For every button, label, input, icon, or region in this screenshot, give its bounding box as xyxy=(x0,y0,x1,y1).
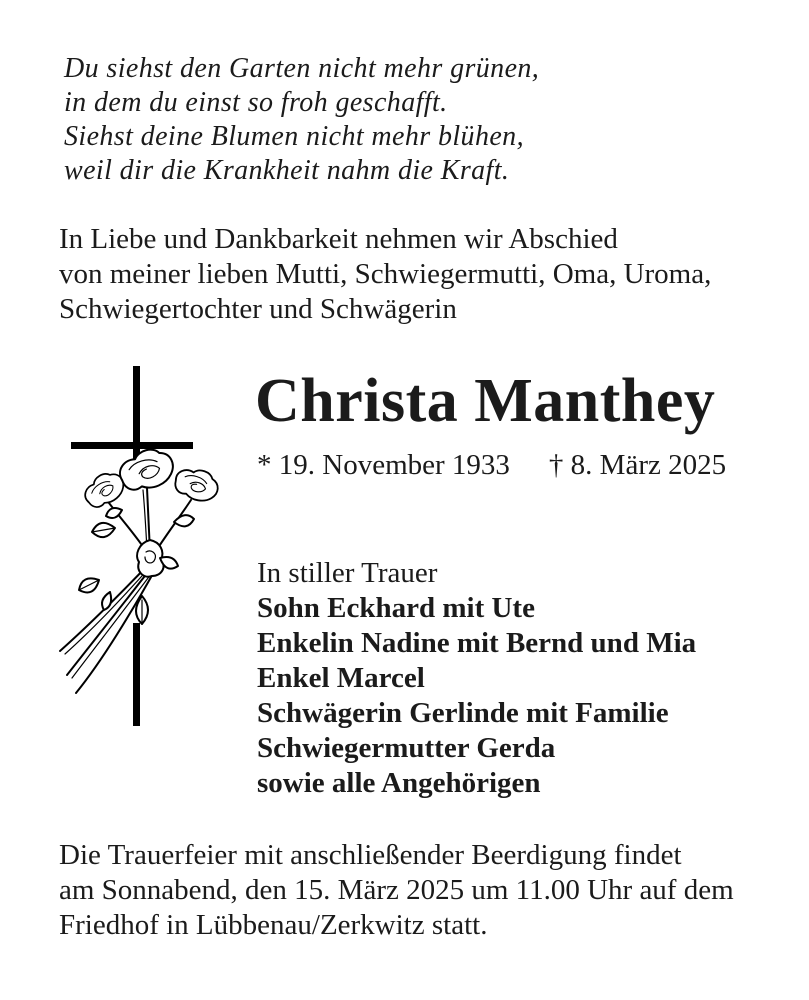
bouquet-knot xyxy=(137,540,178,577)
poem-line: weil dir die Krankheit nahm die Kraft. xyxy=(64,155,510,186)
farewell-line: Schwiegertochter und Schwägerin xyxy=(59,293,457,325)
mourners-list xyxy=(257,556,696,801)
funeral-line: Friedhof in Lübbenau/Zerkwitz statt. xyxy=(59,909,488,941)
mourner-line: Schwägerin Gerlinde mit Familie xyxy=(257,697,669,729)
cross-with-roses-icon xyxy=(52,360,230,732)
farewell-line: von meiner lieben Mutti, Schwiegermutti, Oma, Uroma, xyxy=(59,258,712,290)
mourner-line: Enkel Marcel xyxy=(257,662,425,694)
deceased-name: Christa Manthey xyxy=(255,367,716,435)
farewell-paragraph xyxy=(59,222,711,327)
death-date: † 8. März 2025 xyxy=(548,449,727,481)
birth-date: * 19. November 1933 xyxy=(257,449,510,481)
rose-top xyxy=(116,445,176,493)
mourner-line: Enkelin Nadine mit Bernd und Mia xyxy=(257,627,697,659)
mourner-line: sowie alle Angehörigen xyxy=(257,767,541,799)
poem-line: Siehst deine Blumen nicht mehr blühen, xyxy=(64,121,524,152)
cross-vertical-bottom xyxy=(133,623,140,726)
bouquet-stems xyxy=(60,565,155,693)
farewell-line: In Liebe und Dankbarkeit nehmen wir Abschied xyxy=(59,223,618,255)
poem-line: in dem du einst so froh geschafft. xyxy=(64,87,448,118)
mourner-line: Schwiegermutter Gerda xyxy=(257,732,556,764)
poem-line: Du siehst den Garten nicht mehr grünen, xyxy=(64,53,540,84)
funeral-line: am Sonnabend, den 15. März 2025 um 11.00 Uhr auf dem xyxy=(59,874,734,906)
funeral-details xyxy=(59,838,734,943)
cross-horizontal xyxy=(71,442,193,449)
funeral-line: Die Trauerfeier mit anschließender Beerdigung findet xyxy=(59,839,682,871)
rose-right xyxy=(171,462,222,506)
mourners-intro: In stiller Trauer xyxy=(257,557,438,589)
poem xyxy=(64,52,539,188)
life-dates xyxy=(257,448,726,482)
mourner-line: Sohn Eckhard mit Ute xyxy=(257,592,535,624)
